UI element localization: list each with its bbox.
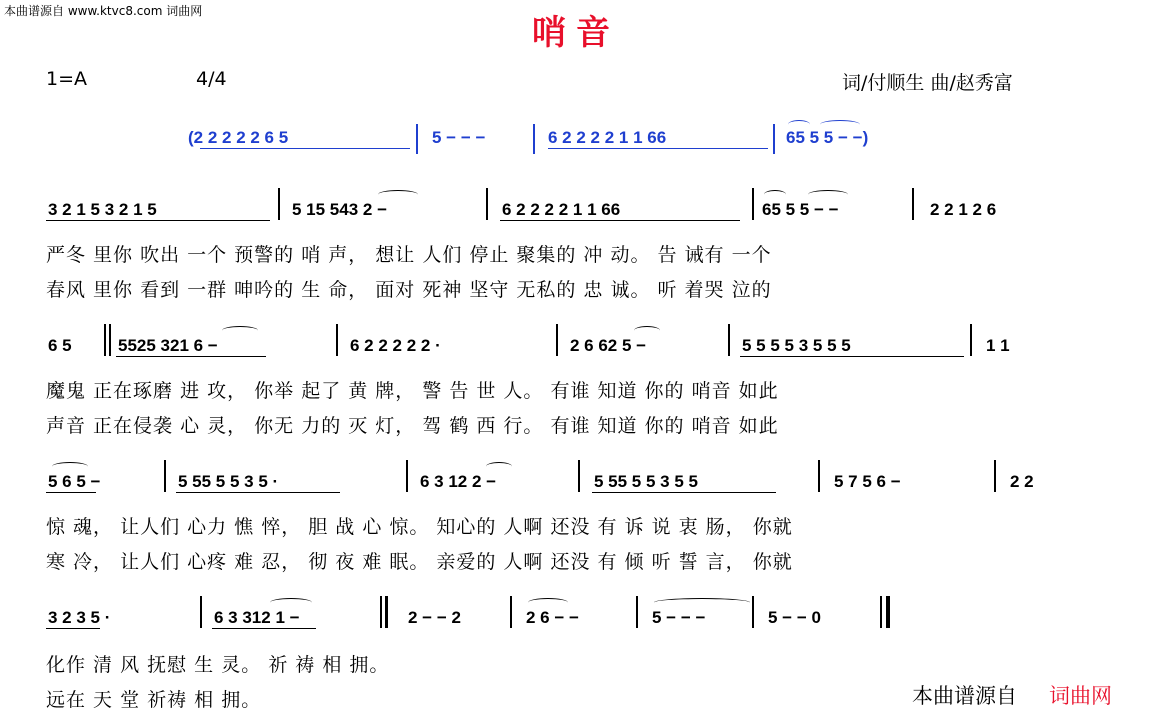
slur-mark	[788, 120, 810, 129]
row4-measure-4: 2 6 − −	[526, 608, 579, 627]
tie-mark	[820, 120, 860, 129]
bottom-watermark-text: 本曲谱源自	[912, 684, 1017, 708]
row4-measure-2: 6 3 312 1 −	[214, 608, 300, 627]
row1-measure-4: 65 5 5 − −	[762, 200, 839, 219]
row2-measure-4: 2 6 62 5 −	[570, 336, 647, 355]
intro-measure-1: (2 2 2 2 2 6 5	[188, 128, 289, 147]
row4-measure-3: 2 − − 2	[408, 608, 461, 627]
barline	[752, 188, 754, 220]
barline	[278, 188, 280, 220]
barline	[109, 324, 111, 356]
song-credits: 词/付顺生 曲/赵秀富	[842, 72, 1013, 94]
beam-underline	[500, 220, 740, 221]
beam-underline	[740, 356, 964, 357]
barline	[510, 596, 512, 628]
barline	[752, 596, 754, 628]
row4-lyrics-verse1: 化作 清 风 抚慰 生 灵。 祈 祷 相 拥。	[46, 654, 390, 676]
row1-measure-1: 3 2 1 5 3 2 1 5	[48, 200, 157, 219]
barline	[578, 460, 580, 492]
intro-measure-4: 65 5 5 − −)	[786, 128, 869, 147]
slur-mark	[52, 462, 88, 471]
barline	[200, 596, 202, 628]
row4-measure-1: 3 2 3 5 ·	[48, 608, 111, 627]
row3-measure-1: 5 6 5 −	[48, 472, 101, 491]
barline	[406, 460, 408, 492]
intro-barline	[773, 124, 775, 154]
row2-measure-2: 5525 321 6 −	[118, 336, 218, 355]
row1-measure-2: 5 15 543 2 −	[292, 200, 388, 219]
barline	[912, 188, 914, 220]
repeat-barline	[385, 596, 388, 628]
row3-measure-6: 2 2	[1010, 472, 1034, 491]
barline	[380, 596, 382, 628]
beam-underline	[46, 492, 96, 493]
row3-lyrics-verse1: 惊 魂， 让人们 心力 憔 悴， 胆 战 心 惊。 知心的 人啊 还没 有 诉 说 衷 肠， 你就	[46, 516, 793, 538]
final-barline-thick	[886, 596, 890, 628]
row3-measure-5: 5 7 5 6 −	[834, 472, 901, 491]
row2-measure-6: 1 1	[986, 336, 1010, 355]
beam-underline	[212, 628, 316, 629]
slur-mark	[634, 326, 660, 335]
barline	[636, 596, 638, 628]
barline	[994, 460, 996, 492]
top-watermark: 本曲谱源自 www.ktvc8.com 词曲网	[4, 4, 203, 18]
slur-mark	[378, 190, 418, 199]
row4-measure-6: 5 − − 0	[768, 608, 821, 627]
beam-underline	[46, 220, 270, 221]
song-title: 哨音	[532, 13, 620, 53]
row3-measure-3: 6 3 12 2 −	[420, 472, 497, 491]
beam-underline	[200, 148, 410, 149]
row1-measure-3: 6 2 2 2 2 1 1 66	[502, 200, 621, 219]
tie-mark	[654, 598, 750, 607]
intro-measure-2: 5 − − −	[432, 128, 486, 147]
row2-measure-5: 5 5 5 5 3 5 5 5	[742, 336, 851, 355]
row4-measure-5: 5 − − −	[652, 608, 706, 627]
bottom-watermark-site: 词曲网	[1049, 684, 1112, 708]
row2-lyrics-verse1: 魔鬼 正在琢磨 进 攻， 你举 起了 黄 牌， 警 告 世 人。 有谁 知道 你的 哨音 如此	[46, 380, 779, 402]
barline	[104, 324, 106, 356]
barline	[336, 324, 338, 356]
beam-underline	[46, 628, 100, 629]
time-signature: 4/4	[196, 68, 227, 90]
beam-underline	[176, 492, 340, 493]
barline	[728, 324, 730, 356]
barline	[818, 460, 820, 492]
slur-mark	[486, 462, 512, 471]
beam-underline	[548, 148, 768, 149]
row3-measure-2: 5 55 5 5 3 5 ·	[178, 472, 279, 491]
barline	[164, 460, 166, 492]
row4-lyrics-verse2: 远在 天 堂 祈祷 相 拥。	[46, 689, 262, 711]
row1-lyrics-verse1: 严冬 里你 吹出 一个 预警的 哨 声， 想让 人们 停止 聚集的 冲 动。 告 诫有 一个	[46, 244, 772, 266]
slur-mark	[764, 190, 786, 199]
slur-mark	[222, 326, 258, 335]
intro-barline	[533, 124, 535, 154]
beam-underline	[116, 356, 266, 357]
intro-barline	[416, 124, 418, 154]
tie-mark	[528, 598, 568, 607]
slur-mark	[270, 598, 312, 607]
barline	[970, 324, 972, 356]
final-barline	[880, 596, 882, 628]
beam-underline	[592, 492, 776, 493]
row3-measure-4: 5 55 5 5 3 5 5	[594, 472, 698, 491]
intro-measure-3: 6 2 2 2 2 1 1 66	[548, 128, 667, 147]
key-signature: 1=A	[46, 68, 88, 90]
row2-measure-3: 6 2 2 2 2 2 ·	[350, 336, 441, 355]
row1-measure-5: 2 2 1 2 6	[930, 200, 997, 219]
barline	[556, 324, 558, 356]
row3-lyrics-verse2: 寒 冷， 让人们 心疼 难 忍， 彻 夜 难 眠。 亲爱的 人啊 还没 有 倾 听 誓 言， 你就	[46, 551, 793, 573]
tie-mark	[808, 190, 848, 199]
row2-lyrics-verse2: 声音 正在侵袭 心 灵， 你无 力的 灭 灯， 驾 鹤 西 行。 有谁 知道 你的 哨音 如此	[46, 415, 779, 437]
row1-lyrics-verse2: 春风 里你 看到 一群 呻吟的 生 命， 面对 死神 坚守 无私的 忠 诚。 听 着哭 泣的	[46, 279, 772, 301]
barline	[486, 188, 488, 220]
row2-measure-1: 6 5	[48, 336, 72, 355]
